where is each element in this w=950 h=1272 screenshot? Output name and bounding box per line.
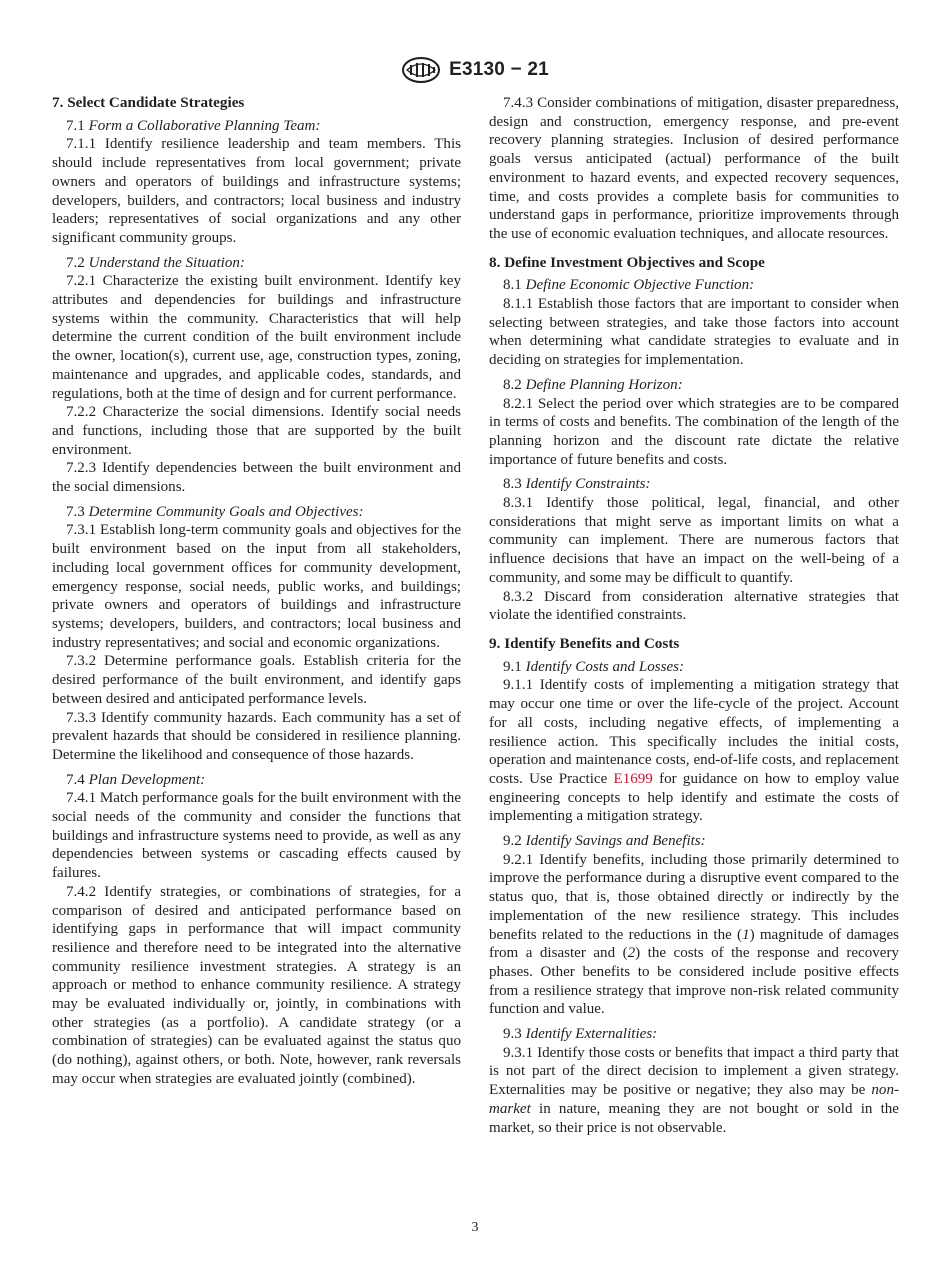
section-9-title: 9. Identify Benefits and Costs bbox=[489, 634, 680, 652]
subsection-number: 7.4 bbox=[66, 771, 89, 788]
subsection-7-4-heading bbox=[52, 771, 461, 790]
standard-reference-link[interactable]: E1699 bbox=[613, 770, 653, 787]
paragraph-text: in nature, meaning they are not bought or sold in the market, so their price is not observable. bbox=[489, 1100, 899, 1136]
paragraph-7-2-2: 7.2.2 Characterize the social dimensions. Identify social needs and functions, including those that are supported by the built environment. bbox=[52, 404, 461, 458]
paragraph-7-1-1: 7.1.1 Identify resilience leadership and team members. This should include representatives from local government; private owners and operators of buildings and infrastructure systems; developers, builders, and contractors; local business and industry leaders; representatives of social organizations and any other significant community groups. bbox=[52, 136, 461, 246]
subsection-number: 8.1 bbox=[503, 277, 526, 294]
astm-logo-icon bbox=[401, 57, 441, 83]
subsection-title: Form a Collaborative Planning Team: bbox=[88, 117, 321, 134]
section-8-title: 8. Define Investment Objectives and Scope bbox=[489, 253, 765, 271]
subsection-title: Identify Externalities: bbox=[525, 1026, 658, 1043]
subsection-8-1-heading bbox=[489, 276, 899, 295]
section-7-title: 7. Select Candidate Strategies bbox=[52, 94, 245, 111]
emphasis-term: non-market bbox=[489, 1082, 899, 1117]
list-number: 1 bbox=[742, 926, 750, 943]
paragraph-7-4-1: 7.4.1 Match performance goals for the built environment with the social needs of the community and consider the functions that buildings and infrastructure systems need to provide, as well as any dependencies between systems or cascading effects caused by failures. bbox=[52, 790, 461, 882]
paragraph-text: for guidance on how to employ value engineering concepts to help identify and estimate the costs of implementing a mitigation strategy. bbox=[489, 770, 899, 825]
paragraph-8-3-1: 8.3.1 Identify those political, legal, financial, and other considerations that might serve as important limits on what a community can implement. There are numerous factors that influence decisions that have an impact on the well-being of a community, and some may be difficult to quantify. bbox=[489, 495, 899, 586]
subsection-7-3-heading bbox=[52, 503, 461, 522]
subsection-title: Identify Constraints: bbox=[525, 476, 651, 493]
subsection-title: Understand the Situation: bbox=[88, 254, 245, 271]
paragraph-8-1-1: 8.1.1 Establish those factors that are important to consider when selecting between strategies, and take those factors into account when determining what candidate strategies to evaluate and in deciding on strategies for implementation. bbox=[489, 296, 899, 369]
subsection-9-3-heading bbox=[489, 1025, 899, 1044]
subsection-9-1-heading bbox=[489, 658, 899, 677]
subsection-number: 8.3 bbox=[503, 476, 526, 493]
subsection-number: 9.1 bbox=[503, 658, 526, 675]
subsection-number: 8.2 bbox=[503, 376, 526, 393]
subsection-8-3-heading bbox=[489, 475, 899, 494]
paragraph-8-3-2: 8.3.2 Discard from consideration alternative strategies that violate the identified constraints. bbox=[489, 588, 899, 624]
paragraph-9-1-1 bbox=[489, 676, 899, 826]
paragraph-text: 9.2.1 Identify benefits, including those primarily determined to improve the performance during a disruptive event compared to the status quo, that is, those obtained directly or indirectly by the implementation of the new resilience strategy. This includes benefits related to the reductions in the ( bbox=[489, 851, 899, 943]
subsection-number: 9.2 bbox=[503, 833, 526, 850]
subsection-title: Identify Savings and Benefits: bbox=[525, 833, 706, 850]
paragraph-7-3-1: 7.3.1 Establish long-term community goals and objectives for the built environment based on the input from all stakeholders, including local government offices for community development, emergency response, social needs, public works, and buildings; private owners and operators of buildings and infrastructure systems; developers, builders, and contractors; local business and industry representatives; and social and economic organizations. bbox=[52, 522, 461, 651]
subsection-title: Determine Community Goals and Objectives: bbox=[88, 503, 364, 520]
paragraph-7-2-3: 7.2.3 Identify dependencies between the built environment and the social dimensions. bbox=[52, 460, 461, 496]
paragraph-text: 9.1.1 Identify costs of implementing a mitigation strategy that may occur one time or over the life-cycle of the project. Account for all costs, including negative effects, of implementing a resilience action. This specifically includes the initial costs, operation and maintenance costs, end-of-life costs, and replacement costs. Use Practice bbox=[489, 677, 899, 787]
list-number: 2 bbox=[627, 945, 636, 962]
subsection-number: 7.1 bbox=[66, 117, 89, 134]
paragraph-7-4-2: 7.4.2 Identify strategies, or combinations of strategies, for a comparison of desired and anticipated performance based on identifying gaps in performance that will impact community resilience and therefore need to be integrated into the alternative community resilience investment strategies. A strategy is an approach or method to enhance community resilience. A strategy may be evaluated individually or, jointly, in combinations with other strategies (as a portfolio). A candidate strategy (or a combination of strategies) can be evaluated against the status quo (do nothing), against others, or both. Note, however, rank reversals may occur when strategies are evaluated jointly (combined). bbox=[52, 883, 461, 1087]
subsection-number: 9.3 bbox=[503, 1026, 526, 1043]
subsection-title: Plan Development: bbox=[88, 771, 206, 788]
subsection-9-2-heading bbox=[489, 832, 899, 851]
subsection-title: Define Economic Objective Function: bbox=[525, 277, 755, 294]
paragraph-7-4-3: 7.4.3 Consider combinations of mitigation, disaster preparedness, design and construction, emergency response, and pre-event recovery planning strategies. Inclusion of desired performance goals versus anticipated (actual) performance of the built environment to hazard events, and expected recovery sequences, time, and costs provides a complete basis for communities to understand gaps in performance, prioritize improvements through the use of economic evaluation techniques, and allocate resources. bbox=[489, 95, 899, 242]
paragraph-9-3-1 bbox=[489, 1044, 899, 1138]
subsection-7-2-heading bbox=[52, 254, 461, 273]
paragraph-text: ) the costs of the response and recovery phases. Other benefits to be considered include positive effects from a resilience strategy that improve non-risk related community function and value. bbox=[489, 945, 899, 1018]
paragraph-text: 9.3.1 Identify those costs or benefits that impact a third party that is not part of the direct decision to implement a given strategy. Externalities may be positive or negative; they also may be bbox=[489, 1044, 899, 1099]
subsection-number: 7.3 bbox=[66, 503, 89, 520]
subsection-number: 7.2 bbox=[66, 254, 89, 271]
subsection-title: Identify Costs and Losses: bbox=[525, 658, 684, 675]
left-column bbox=[52, 94, 461, 1089]
subsection-8-2-heading bbox=[489, 376, 899, 395]
paragraph-7-3-2: 7.3.2 Determine performance goals. Establish criteria for the desired performance of the built environment, and identify gaps between desired and anticipated performance levels. bbox=[52, 653, 461, 707]
page-header bbox=[0, 57, 950, 83]
paragraph-9-2-1 bbox=[489, 851, 899, 1019]
page-number: 3 bbox=[471, 1220, 479, 1235]
paragraph-text: ) magnitude of damages from a disaster and ( bbox=[489, 926, 899, 962]
paragraph-8-2-1: 8.2.1 Select the period over which strategies are to be compared in terms of costs and benefits. The combination of the length of the planning horizon and the discount rate dictate the relative importance of future benefits and costs. bbox=[489, 395, 899, 468]
right-column bbox=[489, 94, 899, 1137]
subsection-title: Define Planning Horizon: bbox=[525, 376, 683, 393]
paragraph-7-3-3: 7.3.3 Identify community hazards. Each community has a set of prevalent hazards that should be considered in resilience planning. Determine the likelihood and consequence of those hazards. bbox=[52, 709, 461, 763]
document-designation: E3130 − 21 bbox=[449, 59, 549, 80]
paragraph-7-2-1: 7.2.1 Characterize the existing built environment. Identify key attributes and dependencies for buildings and infrastructure systems within the community. Characteristics that will help determine the current condition of the built environment include the owner, location(s), current use, age, construction types, zoning, maintenance and upgrades, and applicable codes, standards, and regulations, both at the time of design and for current performance. bbox=[52, 273, 461, 402]
subsection-7-1-heading bbox=[52, 117, 461, 136]
